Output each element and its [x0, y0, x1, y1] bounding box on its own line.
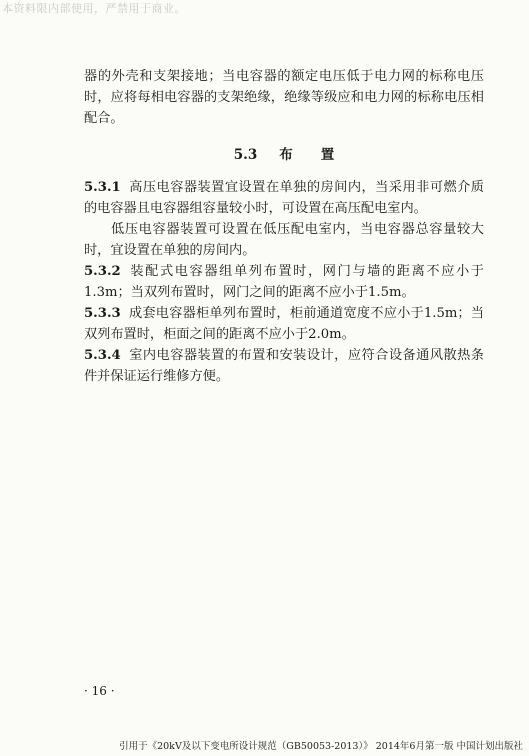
- section-title-part2: 置: [320, 147, 335, 163]
- intro-paragraph: 器的外壳和支架接地；当电容器的额定电压低于电力网的标称电压时，应将每相电容器的支架绝缘，绝缘等级应和电力网的标称电压相配合。: [84, 69, 484, 126]
- clause-5-3-4: [84, 345, 484, 387]
- clause-text: 室内电容器装置的布置和安装设计，应符合设备通风散热条件并保证运行维修方便。: [84, 348, 484, 384]
- clause-5-3-2: [84, 261, 484, 303]
- clause-number: 5.3.3: [84, 306, 121, 321]
- clause-number: 5.3.1: [84, 180, 121, 195]
- clause-number: 5.3.4: [84, 348, 121, 363]
- clause-text: 高压电容器装置宜设置在单独的房间内，当采用非可燃介质的电容器且电容器组容量较小时，可设置在高压配电室内。: [84, 180, 484, 216]
- clause-text: 成套电容器柜单列布置时，柜前通道宽度不应小于1.5m；当双列布置时，柜面之间的距离不应小于2.0m。: [84, 306, 484, 342]
- section-heading: [84, 145, 484, 166]
- clause-number: 5.3.2: [84, 264, 121, 279]
- section-title-part1: 布: [279, 147, 293, 163]
- watermark: 本资料限内部使用，严禁用于商业。: [2, 2, 186, 15]
- citation-footer: 引用于《20kV及以下变电所设计规范（GB50053-2013）》 2014年6月第一版 中国计划出版社: [119, 741, 523, 752]
- clause-5-3-1-para2: [84, 219, 484, 261]
- page-number: · 16 ·: [84, 684, 115, 698]
- clause-text: 装配式电容器组单列布置时，网门与墙的距离不应小于1.3m；当双列布置时，网门之间的距离不应小于1.5m。: [84, 264, 484, 300]
- clause-text: 低压电容器装置可设置在低压配电室内，当电容器总容量较大时，宜设置在单独的房间内。: [84, 222, 484, 258]
- section-number: 5.3: [233, 147, 258, 163]
- document-body: [84, 66, 484, 387]
- clause-5-3-3: [84, 303, 484, 345]
- clause-5-3-1: [84, 177, 484, 219]
